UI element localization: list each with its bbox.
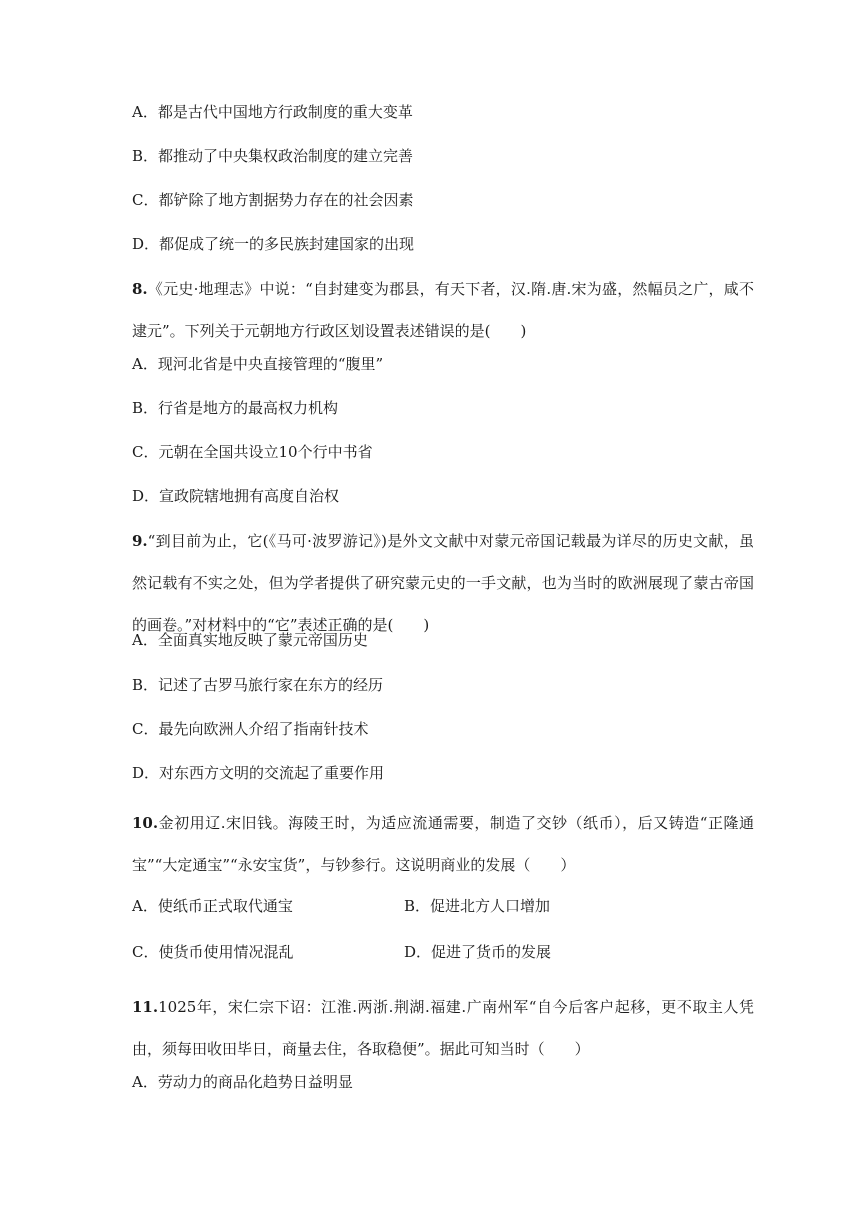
q10-option-d: D．促进了货币的发展 <box>404 943 552 961</box>
q8-option-d: D．宣政院辖地拥有高度自治权 <box>132 487 340 505</box>
q8-text: 《元史·地理志》中说：“自封建变为郡县，有天下者，汉.隋.唐.宋为盛，然幅员之广，咸不逮元”。下列关于元朝地方行政区划设置表述错误的是( ) <box>132 280 754 340</box>
q8-option-c: C．元朝在全国共设立10个行中书省 <box>132 443 373 461</box>
q10-text: 金初用辽.宋旧钱。海陵王时，为适应流通需要，制造了交钞（纸币），后又铸造“正隆通宝”“大定通宝”“永安宝货”，与钞参行。这说明商业的发展（ ） <box>132 814 754 874</box>
q10-option-c: C．使货币使用情况混乱 <box>132 943 294 961</box>
q11-text: 1025年，宋仁宗下诏：江淮.两浙.荆湖.福建.广南州军“自今后客户起移，更不取主人凭由，须每田收田毕日，商量去住，各取稳便”。据此可知当时（ ） <box>132 998 754 1058</box>
q9-option-a: A．全面真实地反映了蒙元帝国历史 <box>132 631 368 649</box>
q8-stem <box>132 268 754 352</box>
q7-option-c: C．都铲除了地方割据势力存在的社会因素 <box>132 191 414 209</box>
q10-option-a: A．使纸币正式取代通宝 <box>132 897 293 915</box>
q9-number: 9. <box>132 532 148 550</box>
q10-option-b: B．促进北方人口增加 <box>404 897 551 915</box>
q11-stem <box>132 986 754 1070</box>
q10-stem <box>132 802 754 886</box>
q7-option-d: D．都促成了统一的多民族封建国家的出现 <box>132 235 415 253</box>
q10-number: 10. <box>132 814 159 832</box>
q11-number: 11. <box>132 998 159 1016</box>
q9-option-b: B．记述了古罗马旅行家在东方的经历 <box>132 676 384 694</box>
q7-option-a: A．都是古代中国地方行政制度的重大变革 <box>132 103 413 121</box>
q8-number: 8. <box>132 280 148 298</box>
q7-option-b: B．都推动了中央集权政治制度的建立完善 <box>132 147 414 165</box>
q9-text: “到目前为止，它(《马可·波罗游记》)是外文文献中对蒙元帝国记载最为详尽的历史文献，虽然记载有不实之处，但为学者提供了研究蒙元史的一手文献，也为当时的欧洲展现了蒙古帝国的画卷。”对材料中的“它”表述正确的是( ) <box>132 532 754 634</box>
q9-option-d: D．对东西方文明的交流起了重要作用 <box>132 764 385 782</box>
q8-option-a: A．现河北省是中央直接管理的“腹里” <box>132 355 384 373</box>
q8-option-b: B．行省是地方的最高权力机构 <box>132 399 339 417</box>
q9-stem <box>132 520 754 646</box>
q11-option-a: A．劳动力的商品化趋势日益明显 <box>132 1073 353 1091</box>
q9-option-c: C．最先向欧洲人介绍了指南针技术 <box>132 720 369 738</box>
